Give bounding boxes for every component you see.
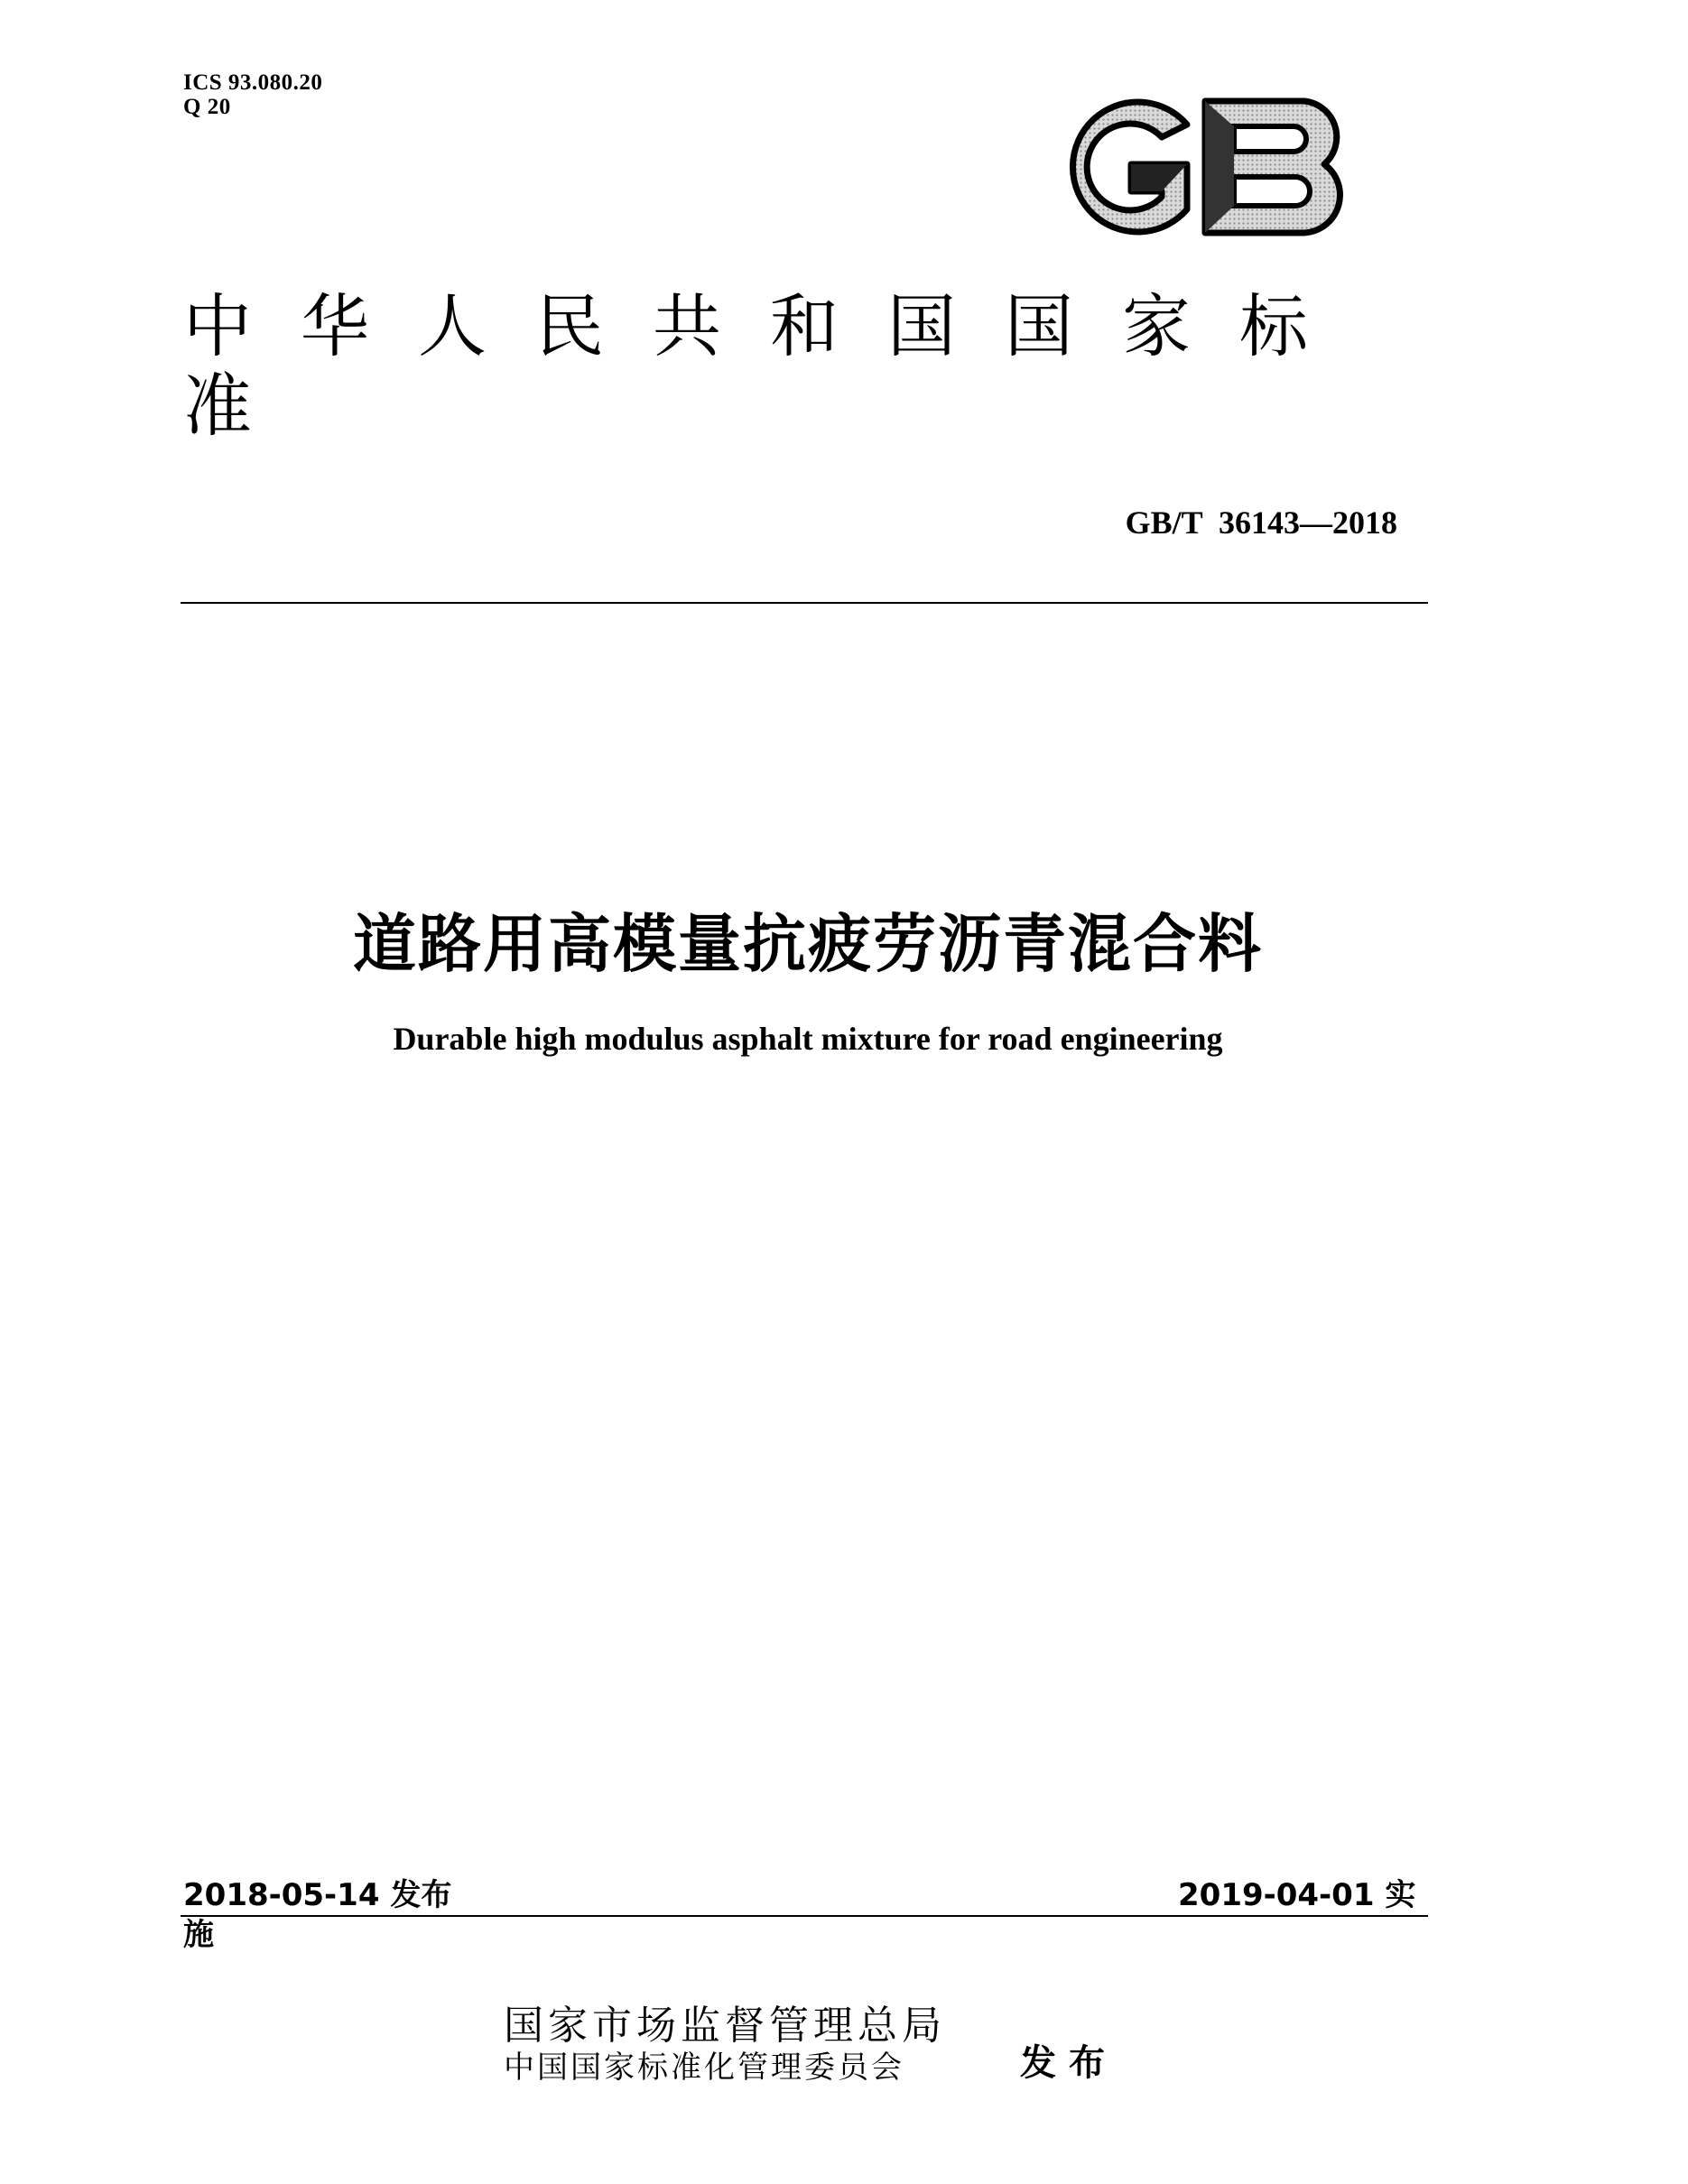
gb-logo-g [1072, 102, 1187, 232]
implementation-date-wrap: 施 [183, 1917, 214, 1953]
ics-code: ICS 93.080.20 [183, 70, 323, 95]
issue-date: 2018-05-14 发布 [183, 1877, 452, 1913]
ccs-code: Q 20 [183, 95, 231, 119]
national-standard-heading: 中华人民共和国国家标准 [183, 286, 1357, 446]
implementation-date: 2019-04-01 实 [1178, 1877, 1416, 1913]
publisher-sac: 中国国家标准化管理委员会 [504, 2050, 904, 2086]
document-title-english: Durable high modulus asphalt mixture for road engineering [393, 1021, 1223, 1057]
top-divider [181, 602, 1428, 604]
publish-label: 发布 [1020, 2042, 1118, 2084]
publisher-samr: 国家市场监督管理总局 [504, 2003, 946, 2049]
classification-codes [183, 70, 322, 119]
standard-number: GB/T 36143—2018 [1125, 504, 1397, 541]
gb-logo [1043, 90, 1354, 244]
document-title-chinese: 道路用高模量抗疲劳沥青混合料 [353, 907, 1263, 981]
gb-logo-b [1205, 101, 1340, 233]
bottom-divider [181, 1915, 1428, 1917]
